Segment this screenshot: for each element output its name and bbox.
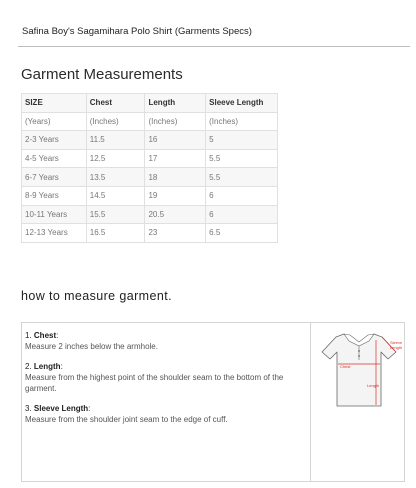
table-cell: 13.5 bbox=[86, 168, 145, 187]
header-sleeve-length: Sleeve Length bbox=[206, 94, 278, 113]
table-row bbox=[22, 131, 278, 150]
instruction-text: Measure 2 inches below the armhole. bbox=[25, 342, 158, 351]
table-cell: 6-7 Years bbox=[22, 168, 87, 187]
table-cell: 8-9 Years bbox=[22, 186, 87, 205]
header-chest: Chest bbox=[86, 94, 145, 113]
table-cell: 20.5 bbox=[145, 205, 206, 224]
table-cell: 19 bbox=[145, 186, 206, 205]
table-cell: 16.5 bbox=[86, 224, 145, 243]
table-cell: 5 bbox=[206, 131, 278, 150]
length-label: Length bbox=[367, 383, 380, 388]
instruction-suffix: : bbox=[56, 331, 59, 340]
table-cell: 14.5 bbox=[86, 186, 145, 205]
table-cell: (Inches) bbox=[86, 112, 145, 131]
button bbox=[358, 350, 360, 352]
header-length: Length bbox=[145, 94, 206, 113]
instruction-number: 2. bbox=[25, 362, 32, 371]
instruction-sleeve-length bbox=[25, 403, 305, 425]
instruction-label: Sleeve Length bbox=[33, 404, 89, 413]
instruction-suffix: : bbox=[60, 362, 63, 371]
table-row bbox=[22, 186, 278, 205]
header-size: SIZE bbox=[22, 94, 87, 113]
table-cell: 4-5 Years bbox=[22, 149, 87, 168]
table-cell: 2-3 Years bbox=[22, 131, 87, 150]
table-cell: (Years) bbox=[22, 112, 87, 131]
table-cell: 10-11 Years bbox=[22, 205, 87, 224]
table-row bbox=[22, 149, 278, 168]
table-cell: (Inches) bbox=[206, 112, 278, 131]
table-cell: 15.5 bbox=[86, 205, 145, 224]
table-cell: 5.5 bbox=[206, 168, 278, 187]
table-cell: 6 bbox=[206, 186, 278, 205]
instructions bbox=[25, 330, 305, 434]
instruction-text: Measure from the shoulder joint seam to the edge of cuff. bbox=[25, 415, 228, 424]
instruction-length bbox=[25, 361, 305, 394]
instruction-number: 3. bbox=[25, 404, 32, 413]
button bbox=[358, 355, 360, 357]
table-cell: 5.5 bbox=[206, 149, 278, 168]
table-header-row bbox=[22, 94, 278, 113]
table-cell: 16 bbox=[145, 131, 206, 150]
polo-shirt-diagram bbox=[314, 326, 404, 412]
measurements-table bbox=[21, 93, 278, 243]
instruction-label: Chest bbox=[33, 331, 57, 340]
table-cell: 6 bbox=[206, 205, 278, 224]
chest-label: Chest bbox=[340, 364, 351, 369]
table-cell: 23 bbox=[145, 224, 206, 243]
table-row bbox=[22, 205, 278, 224]
table-cell: 6.5 bbox=[206, 224, 278, 243]
table-cell: 12-13 Years bbox=[22, 224, 87, 243]
instruction-label: Length bbox=[33, 362, 61, 371]
measurements-heading: Garment Measurements bbox=[21, 66, 183, 83]
table-cell: (Inches) bbox=[145, 112, 206, 131]
table-row bbox=[22, 112, 278, 131]
how-to-heading: how to measure garment. bbox=[21, 289, 172, 303]
sleeve-label: Sleeve bbox=[390, 340, 403, 345]
table-cell: 17 bbox=[145, 149, 206, 168]
table-cell: 11.5 bbox=[86, 131, 145, 150]
box-divider bbox=[310, 323, 311, 481]
table-row bbox=[22, 224, 278, 243]
how-to-box bbox=[21, 322, 405, 482]
table-row bbox=[22, 168, 278, 187]
sleeve-length-label: Length bbox=[390, 345, 403, 350]
instruction-chest bbox=[25, 330, 305, 352]
page-title: Safina Boy's Sagamihara Polo Shirt (Garments Specs) bbox=[22, 26, 252, 37]
instruction-text: Measure from the highest point of the shoulder seam to the bottom of the garment. bbox=[25, 373, 284, 393]
instruction-suffix: : bbox=[88, 404, 91, 413]
table-cell: 12.5 bbox=[86, 149, 145, 168]
instruction-number: 1. bbox=[25, 331, 32, 340]
table-cell: 18 bbox=[145, 168, 206, 187]
title-divider bbox=[18, 46, 410, 47]
